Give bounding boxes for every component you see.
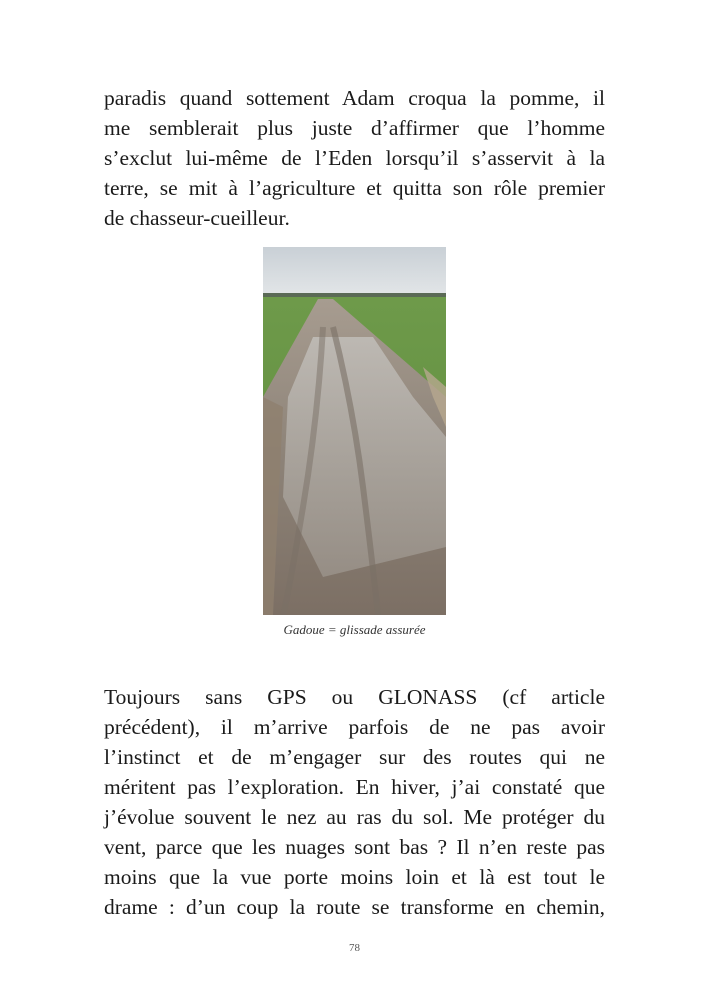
paragraph-top xyxy=(104,83,605,233)
paragraph-bottom xyxy=(104,682,605,922)
text-line: paradis quand sottement Adam croqua la pomme, il xyxy=(104,86,605,110)
text-line: méritent pas l’exploration. En hiver, j’ai constaté que xyxy=(104,775,605,799)
text-line: terre, se mit à l’agriculture et quitta son rôle premier xyxy=(104,176,605,200)
text-line: drame : d’un coup la route se transforme en chemin, xyxy=(104,895,605,919)
text-line: me semblerait plus juste d’affirmer que l’homme xyxy=(104,116,605,140)
text-line: j’évolue souvent le nez au ras du sol. Me protéger du xyxy=(104,805,605,829)
sky xyxy=(263,247,446,297)
text-line: Toujours sans GPS ou GLONASS (cf article xyxy=(104,685,605,709)
page-number: 78 xyxy=(349,942,360,954)
photo-illustration xyxy=(263,247,446,615)
text-line: précédent), il m’arrive parfois de ne pas avoir xyxy=(104,715,605,739)
muddy-path-photo xyxy=(263,247,446,615)
text-line: s’exclut lui-même de l’Eden lorsqu’il s’asservit à la xyxy=(104,146,605,170)
text-line: vent, parce que les nuages sont bas ? Il n’en reste pas xyxy=(104,835,605,859)
figure-caption: Gadoue = glissade assurée xyxy=(283,622,426,637)
text-line: de chasseur-cueilleur. xyxy=(104,206,290,230)
text-line: moins que la vue porte moins loin et là est tout le xyxy=(104,865,605,889)
text-line: l’instinct et de m’engager sur des routes qui ne xyxy=(104,745,605,769)
